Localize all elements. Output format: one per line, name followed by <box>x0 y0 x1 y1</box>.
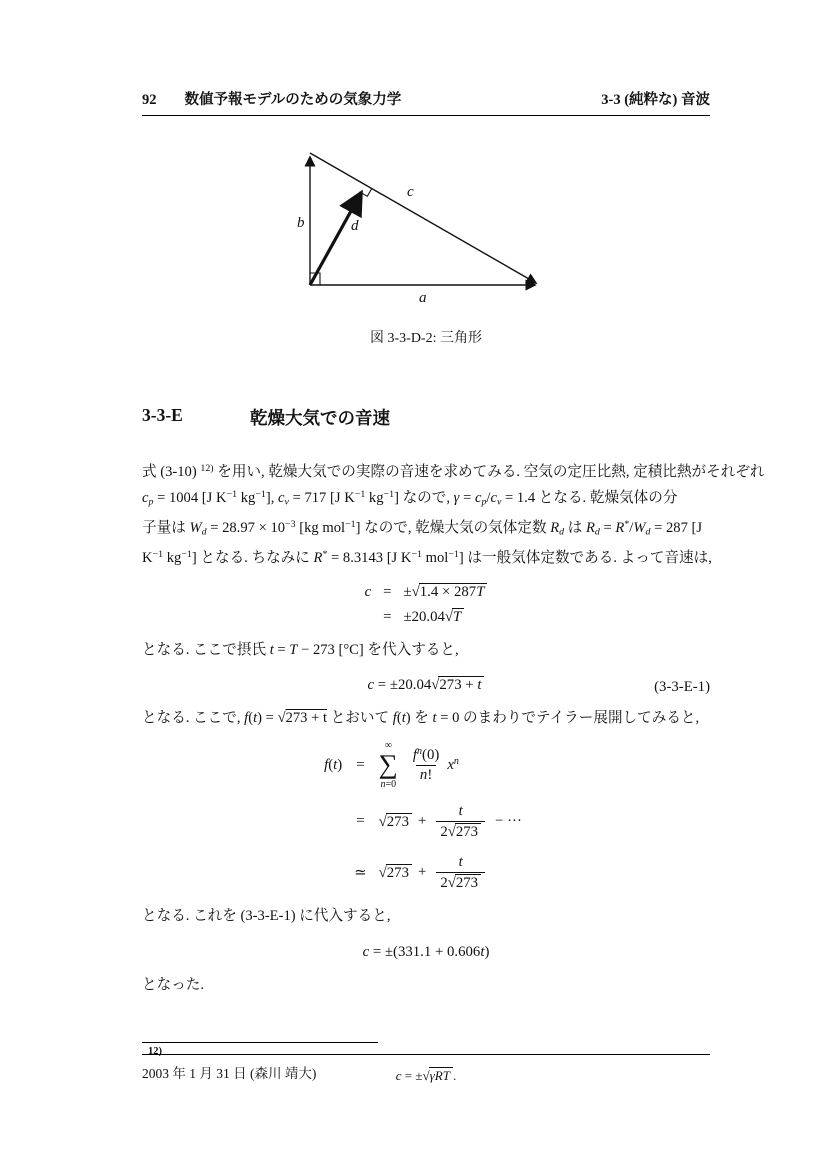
sqrt-radical <box>412 583 488 601</box>
eq-lhs: c <box>364 583 372 600</box>
equals-sign: = <box>356 813 365 830</box>
triangle-diagram <box>295 140 557 308</box>
eq-rhs <box>404 608 465 626</box>
section-heading <box>142 405 710 430</box>
sqrt-argument: 273 <box>386 813 412 831</box>
sqrt-sign: √ <box>378 864 387 881</box>
equation-sound-speed <box>142 583 710 626</box>
sqrt-sign: √ <box>422 1067 430 1083</box>
footnote-marker: 12) <box>148 1045 162 1057</box>
den-coefficient: 2 <box>440 823 448 840</box>
label-a: a <box>419 290 427 306</box>
equals-sign: = <box>356 756 365 773</box>
text-line-celsius: となる. ここで摂氏 t = T − 273 [°C] を代入すると, <box>142 642 459 659</box>
sqrt-sign: √ <box>444 609 454 626</box>
sqrt-radical <box>379 864 412 882</box>
numerator: t <box>458 802 463 819</box>
minus-ellipsis: − ··· <box>495 813 522 830</box>
numerator: $f^n(0)$ <box>412 746 440 764</box>
plus-minus-sign: ± <box>403 583 412 600</box>
label-d: d <box>351 218 359 234</box>
eq-prefix: c = ± <box>395 1067 423 1083</box>
numerator: t <box>458 853 463 870</box>
sqrt-radical <box>379 813 412 831</box>
approx-sign: ≃ <box>354 864 367 881</box>
sqrt-sign: √ <box>447 823 456 840</box>
label-b: b <box>297 215 305 231</box>
equation-taylor-expansion <box>142 741 710 892</box>
text-line-taylor-intro: となる. ここで, f(t) = √273 + t とおいて f(t) を t = 0 のまわりでテイラー展開してみると, <box>142 710 700 727</box>
sqrt-radical <box>448 874 481 892</box>
header-rule <box>142 115 710 116</box>
period: . <box>452 1067 457 1083</box>
paragraph-line: 子量は $W_d = 28.97 \times 10^{-3}$ [kg mol$^{-1}$] なので, 乾燥大気の気体定数 $R_d$ は $R_d = R^*/W_d = 287$ [J <box>142 518 703 537</box>
plus-sign: + <box>417 864 427 881</box>
eq-lhs: f ( t ) <box>324 756 343 773</box>
page-number: 92 <box>142 92 157 108</box>
eq-body <box>368 676 485 694</box>
sqrt-argument: T <box>452 608 464 626</box>
denominator <box>436 872 485 892</box>
sqrt-sign: √ <box>431 677 440 694</box>
footer-date-author: 2003 年 1 月 31 日 (森川 靖大) <box>142 1066 317 1081</box>
sqrt-argument: γRT <box>429 1067 453 1084</box>
equals-sign: = <box>383 583 392 600</box>
vector-d-arrow <box>310 193 361 285</box>
text-line-closing: となった. <box>142 976 205 993</box>
sqrt-sign: √ <box>378 813 387 830</box>
sqrt-radical <box>448 823 481 841</box>
paragraph-line: $c_p = 1004$ [J $K^{-1}$ $kg^{-1}$], $c_v = 717$ [J $K^{-1}$ $kg^{-1}$] なので, $\gamma = c_p/c_v = 1.4$ となる. 乾燥気体の分 <box>142 488 678 507</box>
sum-lower-limit: n=0 <box>380 778 397 790</box>
triangle-figure <box>142 140 710 347</box>
sqrt-argument: 1.4 × 287T <box>419 583 488 601</box>
summation-symbol <box>379 741 398 790</box>
equation-final: c = ±(331.1 + 0.606t) <box>362 943 490 960</box>
sqrt-argument: 273 <box>455 823 481 841</box>
page-header <box>142 88 710 109</box>
paragraph-line: $K^{-1}$ $kg^{-1}$] となる. ちなみに R* = 8.3143 [J $K^{-1}$ mol$^{-1}$] は一般気体定数である. よって音速は, <box>142 548 712 566</box>
running-title-left: 数値予報モデルのための気象力学 <box>184 92 402 108</box>
section-number: 3-3-E <box>142 405 183 425</box>
eq-rhs <box>379 741 459 790</box>
eq-tail: $x^n$ <box>447 756 459 774</box>
eq-rhs <box>404 583 488 601</box>
section-title: 乾燥大気での音速 <box>250 408 390 428</box>
equals-sign: = <box>383 608 392 625</box>
denominator <box>436 821 485 841</box>
paragraph-line: 式 (3-10) $^{12)}$ を用い, 乾燥大気での実際の音速を求めてみる. 空気の定圧比熱, 定積比熱がそれぞれ <box>142 463 765 480</box>
fraction <box>436 803 485 841</box>
eq-rhs <box>379 854 489 892</box>
footnote-rule <box>142 1042 378 1043</box>
sqrt-radical <box>431 676 484 694</box>
eq-rhs <box>379 803 528 841</box>
text-line-substitute: となる. これを (3-3-E-1) に代入すると, <box>142 907 391 924</box>
equation-number: (3-3-E-1) <box>654 679 710 696</box>
plus-sign: + <box>417 813 427 830</box>
body-paragraph <box>142 458 765 569</box>
den-coefficient: 2 <box>440 874 448 891</box>
page-footer <box>142 1054 710 1082</box>
side-c-line <box>310 153 536 283</box>
coefficient: ±20.04 <box>403 608 445 625</box>
sqrt-sign: √ <box>411 584 420 601</box>
fraction <box>436 854 485 892</box>
eq-prefix: c = ±20.04 <box>367 677 432 694</box>
sqrt-radical <box>445 608 464 626</box>
sigma-icon: ∑ <box>378 749 398 780</box>
equation-3-3-E-1 <box>142 676 710 694</box>
sqrt-argument: 273 <box>455 874 481 892</box>
sqrt-argument: 273 + t <box>438 676 484 694</box>
sqrt-sign: √ <box>447 874 456 891</box>
label-c: c <box>407 184 414 200</box>
sqrt-argument: 273 <box>386 864 412 882</box>
fraction <box>409 746 443 784</box>
running-title-right: 3-3 (純粋な) 音波 <box>601 92 710 108</box>
figure-caption: 図 3-3-D-2: 三角形 <box>370 331 482 346</box>
sum-upper-limit: ∞ <box>384 740 392 752</box>
denominator: n ! <box>416 765 436 784</box>
